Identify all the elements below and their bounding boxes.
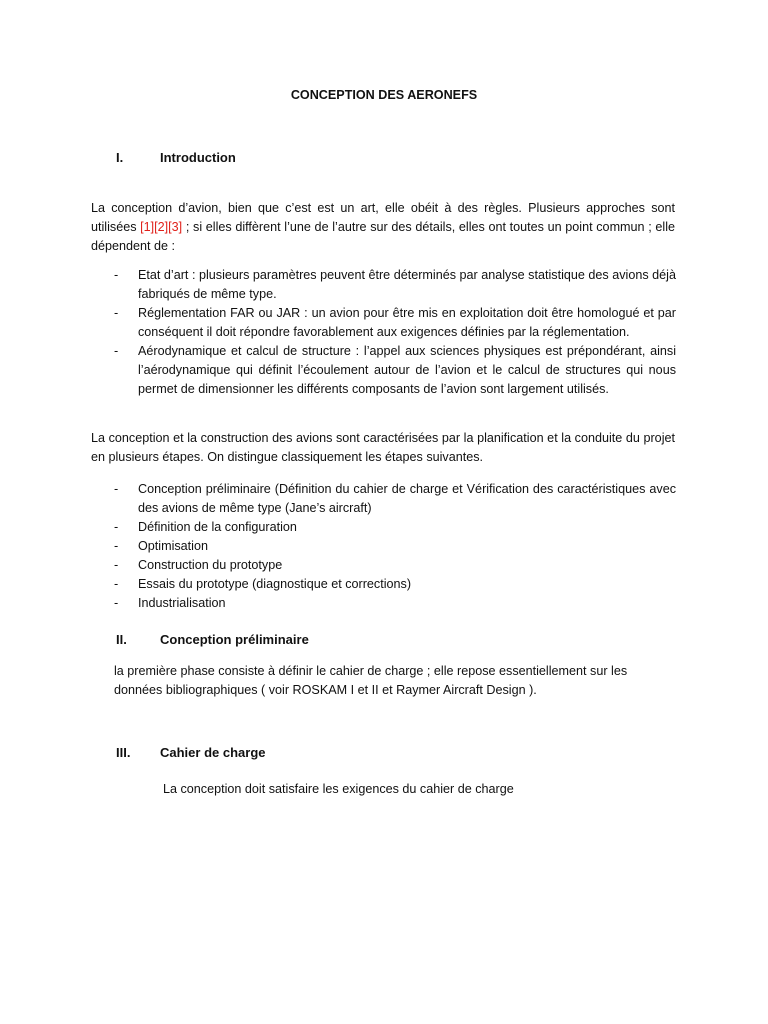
intro-paragraph-1 — [91, 199, 675, 256]
list-item: - Aérodynamique et calcul de structure : l’appel aux sciences physiques est prépondérant, ainsi l’aérodynamique qui définit l’écoulement autour de l’avion et le calcul de structures qui nous permet de dimensionner les différents composants de l’avion sont largement utilisés. — [114, 344, 676, 396]
dash-bullet: - — [114, 596, 119, 610]
dash-bullet: - — [114, 520, 119, 534]
section-title: Conception préliminaire — [160, 632, 309, 647]
section-title: Cahier de charge — [160, 745, 266, 760]
prelim-paragraph: la première phase consiste à définir le cahier de charge ; elle repose essentiellement sur les données bibliographiques ( voir ROSKAM I et II et Raymer Aircraft Design ). — [114, 664, 628, 697]
list-item: - Etat d’art : plusieurs paramètres peuvent être déterminés par analyse statistique des avions déjà fabriqués de même type. — [114, 268, 676, 301]
list-item: - Optimisation — [114, 537, 676, 556]
steps-list — [114, 480, 676, 613]
intro-paragraph-2: La conception et la construction des avions sont caractérisées par la planification et la conduite du projet en plusieurs étapes. On distingue classiquement les étapes suivantes. — [91, 431, 675, 464]
dash-bullet: - — [114, 268, 119, 282]
cahier-paragraph: La conception doit satisfaire les exigences du cahier de charge — [163, 782, 514, 796]
list-item: - Industrialisation — [114, 594, 676, 613]
dash-bullet: - — [114, 344, 119, 358]
document-title: CONCEPTION DES AERONEFS — [290, 88, 478, 102]
dash-bullet: - — [114, 539, 119, 553]
list-item: - Définition de la configuration — [114, 518, 676, 537]
section-number: II. — [116, 632, 127, 647]
dash-bullet: - — [114, 306, 119, 320]
section-heading-introduction — [116, 148, 236, 167]
list-item: - Conception préliminaire (Définition du cahier de charge et Vérification des caractéristiques avec des avions de même type (Jane’s aircraft) — [114, 482, 676, 515]
list-item: - Essais du prototype (diagnostique et corrections) — [114, 575, 676, 594]
section-heading-cahier-de-charge — [116, 743, 266, 762]
section-title: Introduction — [160, 150, 236, 165]
factors-list — [114, 266, 676, 399]
dash-bullet: - — [114, 482, 119, 496]
section-number: I. — [116, 150, 124, 165]
list-item: - Réglementation FAR ou JAR : un avion pour être mis en exploitation doit être homologué et par conséquent il doit répondre favorablement aux exigences définies par la réglementation. — [114, 306, 676, 339]
intro-text-start: La conception d’avion, bien que c’est est un art, elle obéit à des règles. Plusieurs approches sont utilisées — [91, 201, 675, 234]
citation-links[interactable]: [1][2][3] — [140, 220, 183, 234]
intro-text-end: ; si elles diffèrent l’une de l’autre sur des détails, elles ont toutes un point commun ; elle dépendent de : — [91, 220, 675, 253]
dash-bullet: - — [114, 577, 119, 591]
dash-bullet: - — [114, 558, 119, 572]
list-item: - Construction du prototype — [114, 556, 676, 575]
section-heading-conception-preliminaire — [116, 630, 309, 649]
section-number: III. — [116, 745, 131, 760]
